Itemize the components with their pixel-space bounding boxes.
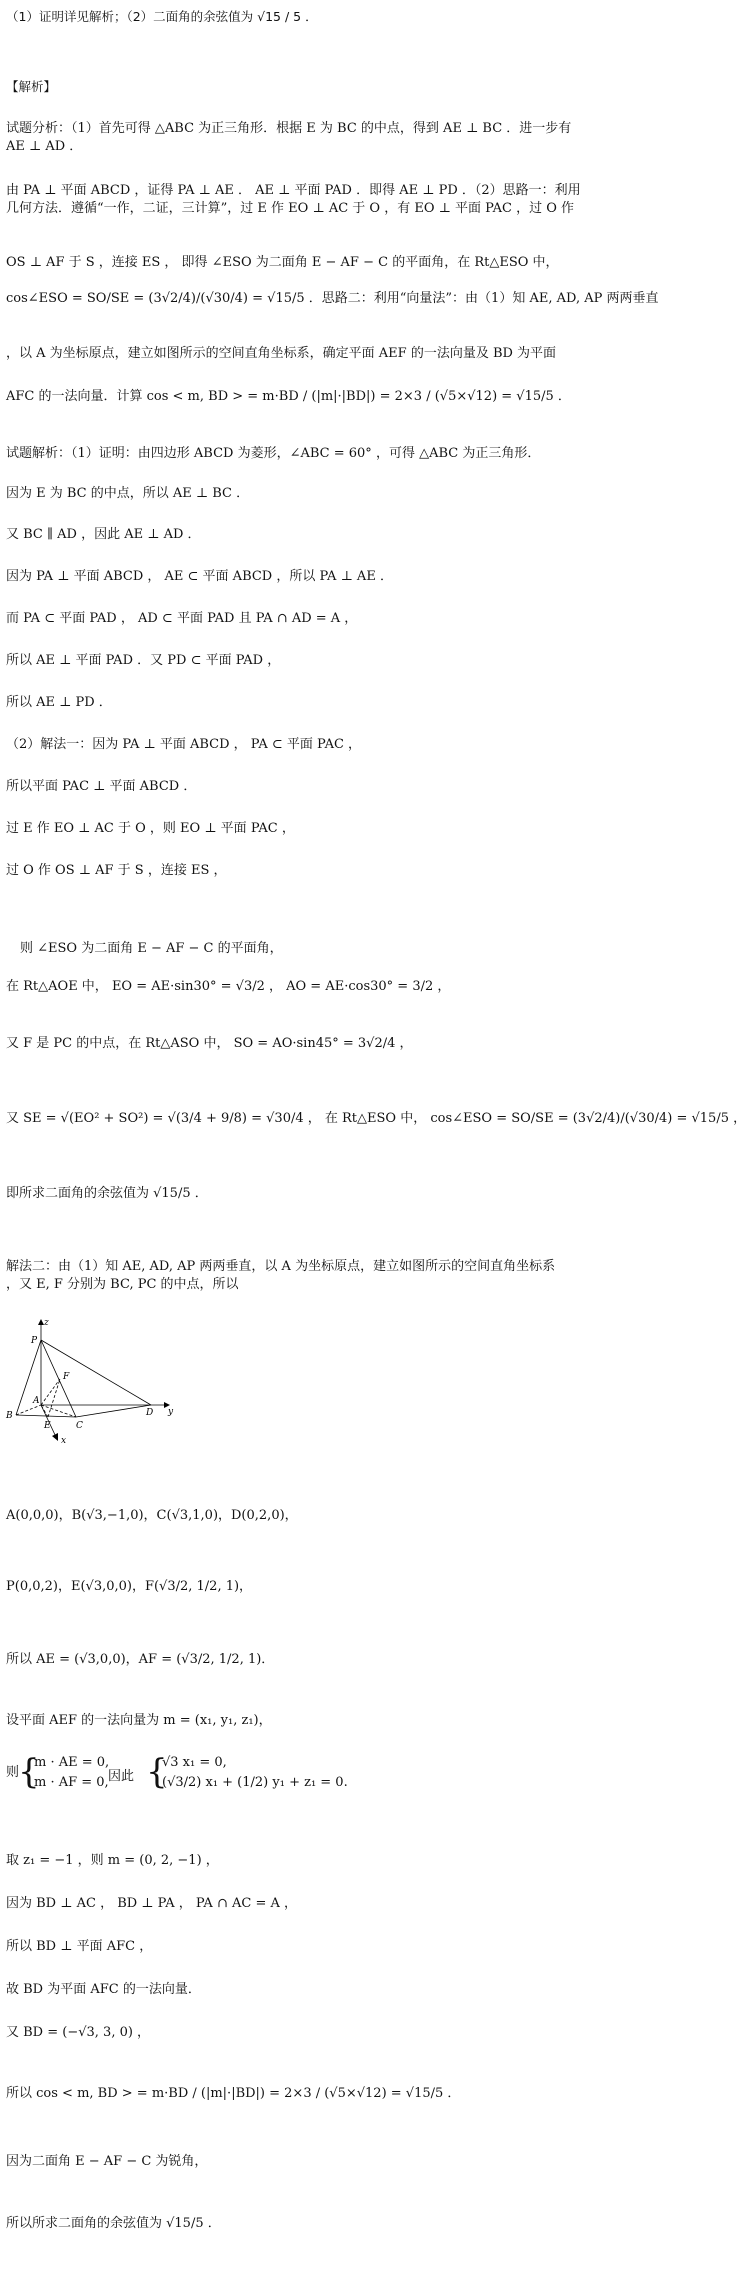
final-line: 所以 BD ⊥ 平面 AFC ， <box>6 1939 153 1954</box>
vertex-b-label: B <box>6 1411 13 1421</box>
coord-line: P(0,0,2)，E(√3,0,0)，F(√3/2, 1/2, 1)， <box>6 1579 253 1594</box>
analysis-line: OS ⊥ AF 于 S ，连接 ES ， 即得 ∠ESO 为二面角 E − AF − C 的平面角，在 Rt△ESO 中， <box>6 255 559 270</box>
then-label: 则 <box>6 1765 20 1780</box>
final-line: 所以所求二面角的余弦值为 √15/5 ． <box>6 2216 221 2231</box>
coord-line: A(0,0,0)，B(√3,−1,0)，C(√3,1,0)，D(0,2,0)， <box>6 1508 298 1523</box>
vertex-a-label: A <box>33 1396 40 1406</box>
analysis-line: AE ⊥ AD ． <box>6 139 83 154</box>
eq-right-bottom: (√3/2) x₁ + (1/2) y₁ + z₁ = 0. <box>162 1775 348 1790</box>
therefore-label: 因此 <box>108 1769 135 1784</box>
solution-line: 因为 PA ⊥ 平面 ABCD ， AE ⊂ 平面 ABCD ，所以 PA ⊥ AE ． <box>6 569 393 584</box>
section-title: 【解析】 <box>6 79 57 94</box>
solution-line: 过 E 作 EO ⊥ AC 于 O ，则 EO ⊥ 平面 PAC ， <box>6 821 295 836</box>
solution-line: 因为 E 为 BC 的中点，所以 AE ⊥ BC ． <box>6 486 250 501</box>
solution-line: 又 SE = √(EO² + SO²) = √(3/4 + 9/8) = √30/4 ， 在 Rt△ESO 中， cos∠ESO = SO/SE = (3√2/4)/(√30/4) = √15/5 ， <box>6 1111 746 1126</box>
final-line: 因为 BD ⊥ AC ， BD ⊥ PA ， PA ∩ AC = A ， <box>6 1896 297 1911</box>
eq-right-top: √3 x₁ = 0, <box>162 1755 227 1770</box>
solution-line: 则 ∠ESO 为二面角 E − AF − C 的平面角， <box>20 941 283 956</box>
solution-line: ，又 E, F 分别为 BC, PC 的中点，所以 <box>6 1277 239 1292</box>
coord-line: 设平面 AEF 的一法向量为 m = (x₁, y₁, z₁)， <box>6 1713 272 1728</box>
solution-line: 在 Rt△AOE 中， EO = AE·sin30° = √3/2 ， AO = AE·cos30° = 3/2 ， <box>6 979 451 994</box>
left-brace: { <box>18 1752 40 1792</box>
vertex-f-label: F <box>63 1372 70 1382</box>
solution-line: 试题解析：（1）证明：由四边形 ABCD 为菱形，∠ABC = 60° ，可得 △ABC 为正三角形． <box>6 446 541 461</box>
answer-line: （1）证明详见解析；（2）二面角的余弦值为 √15 / 5 ． <box>6 9 318 24</box>
solution-line: 即所求二面角的余弦值为 √15/5 ． <box>6 1186 208 1201</box>
z-axis-label: z <box>44 1318 49 1328</box>
solution-line: 所以 AE ⊥ 平面 PAD ．又 PD ⊂ 平面 PAD ， <box>6 653 281 668</box>
solution-line: （2）解法一：因为 PA ⊥ 平面 ABCD ， PA ⊂ 平面 PAC ， <box>6 737 362 752</box>
final-line: 因为二面角 E − AF − C 为锐角， <box>6 2154 208 2169</box>
pyramid-figure <box>6 1315 176 1445</box>
solution-line: 又 BC ∥ AD ，因此 AE ⊥ AD ． <box>6 527 201 542</box>
solution-line: 所以 AE ⊥ PD ． <box>6 695 112 710</box>
final-line: 取 z₁ = −1 ，则 m = (0, 2, −1) ， <box>6 1853 219 1868</box>
analysis-line: cos∠ESO = SO/SE = (3√2/4)/(√30/4) = √15/5 ．思路二：利用“向量法”：由（1）知 AE, AD, AP 两两垂直 <box>6 291 659 306</box>
vertex-c-label: C <box>76 1421 83 1431</box>
solution-line: 所以平面 PAC ⊥ 平面 ABCD ． <box>6 779 197 794</box>
analysis-line: AFC 的一法向量．计算 cos < m, BD > = m·BD / (|m|·|BD|) = 2×3 / (√5×√12) = √15/5 ． <box>6 389 571 404</box>
solution-line: 解法二：由（1）知 AE, AD, AP 两两垂直，以 A 为坐标原点，建立如图所示的空间直角坐标系 <box>6 1259 556 1274</box>
y-axis-label: y <box>168 1407 174 1417</box>
final-line: 故 BD 为平面 AFC 的一法向量． <box>6 1982 201 1997</box>
right-brace: { <box>146 1752 168 1792</box>
vertex-d-label: D <box>146 1408 154 1418</box>
analysis-line: 几何方法．遵循“一作，二证，三计算”，过 E 作 EO ⊥ AC 于 O ，有 EO ⊥ 平面 PAC ，过 O 作 <box>6 201 575 216</box>
final-line: 又 BD = (−√3, 3, 0) ， <box>6 2025 151 2040</box>
x-axis-label: x <box>61 1436 67 1446</box>
vertex-p-label: P <box>31 1336 38 1346</box>
eq-left-top: m · AE = 0, <box>34 1755 110 1770</box>
vertex-e-label: E <box>44 1421 51 1431</box>
solution-line: 又 F 是 PC 的中点，在 Rt△ASO 中， SO = AO·sin45° = 3√2/4 ， <box>6 1036 413 1051</box>
pyramid-diagram <box>6 1315 176 1445</box>
coord-line: 所以 AE = (√3,0,0)，AF = (√3/2, 1/2, 1)． <box>6 1652 275 1667</box>
solution-line: 过 O 作 OS ⊥ AF 于 S ，连接 ES ， <box>6 863 227 878</box>
analysis-line: ，以 A 为坐标原点，建立如图所示的空间直角坐标系，确定平面 AEF 的一法向量及 BD 为平面 <box>6 346 557 361</box>
final-line: 所以 cos < m, BD > = m·BD / (|m|·|BD|) = 2×3 / (√5×√12) = √15/5 ． <box>6 2086 461 2101</box>
analysis-line: 试题分析：（1）首先可得 △ABC 为正三角形．根据 E 为 BC 的中点，得到 AE ⊥ BC ．进一步有 <box>6 121 572 136</box>
analysis-line: 由 PA ⊥ 平面 ABCD ，证得 PA ⊥ AE ． AE ⊥ 平面 PAD ．即得 AE ⊥ PD ．（2）思路一：利用 <box>6 183 581 198</box>
eq-left-bottom: m · AF = 0, <box>34 1775 109 1790</box>
solution-line: 而 PA ⊂ 平面 PAD ， AD ⊂ 平面 PAD 且 PA ∩ AD = A ， <box>6 611 358 626</box>
